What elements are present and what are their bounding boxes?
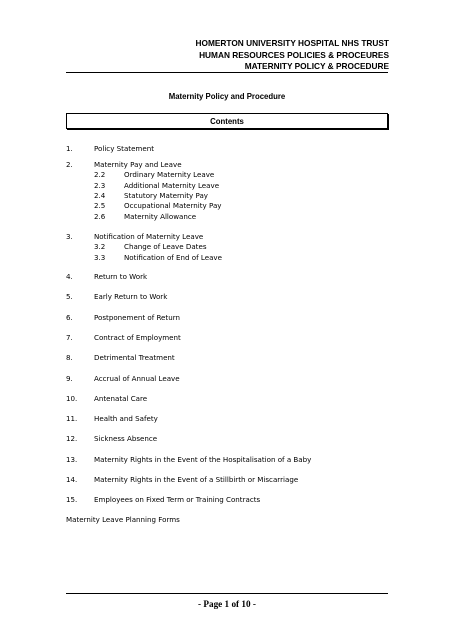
header-line-1: HOMERTON UNIVERSITY HOSPITAL NHS TRUST [195,38,389,48]
document-title: Maternity Policy and Procedure [168,92,286,101]
toc-item-label: Health and Safety [94,414,158,423]
toc-item-label: Notification of Maternity Leave [94,232,204,241]
toc-item-label: Antenatal Care [94,394,148,403]
toc-item-label: Contract of Employment [94,333,181,342]
toc-item-number: 7. [66,333,73,342]
toc-item-number: 1. [66,144,73,153]
toc-item-number: 12. [66,434,78,443]
toc-item-label: Return to Work [94,272,148,281]
toc-item-number: 14. [66,475,78,484]
header-line-2: HUMAN RESOURCES POLICIES & PROCEURES [199,49,389,60]
toc-subitem-label: Notification of End of Leave [124,252,222,262]
toc-item-label: Policy Statement [94,144,154,153]
toc-item-number: 9. [66,374,73,383]
toc-item-label: Sickness Absence [94,434,158,443]
toc-subitem-label: Occupational Maternity Pay [124,201,222,211]
toc-item-number: 3. [66,232,73,241]
toc-subitem-number: 2.5 [94,201,106,211]
toc-subitem-number: 2.4 [94,190,106,200]
toc-item-number: 10. [66,394,78,403]
toc-item-number: 11. [66,414,78,423]
toc-subitem-number: 2.6 [94,211,106,221]
toc-item-number: 5. [66,292,73,301]
toc-item-label: Early Return to Work [94,292,168,301]
toc-item-label: Maternity Rights in the Event of a Stillbirth or Miscarriage [94,475,299,484]
toc-subitem-label: Statutory Maternity Pay [124,190,209,200]
toc-subitem-number: 3.2 [94,242,106,252]
toc-item-number: 2. [66,160,73,169]
toc-subitem-number: 2.3 [94,180,106,190]
toc-item-number: 13. [66,455,78,464]
toc-subitem-label: Maternity Allowance [124,211,197,221]
toc-item-number: 15. [66,495,78,504]
toc-item-label: Detrimental Treatment [94,353,175,362]
toc-item-number: 6. [66,313,73,322]
toc-item-label: Accrual of Annual Leave [94,374,180,383]
planning-forms-note: Maternity Leave Planning Forms [66,515,180,524]
toc-subitem-number: 3.3 [94,252,106,262]
page-number: - Page 1 of 10 - [198,599,256,609]
toc-subitem-label: Ordinary Maternity Leave [124,170,215,180]
toc-subitem-label: Additional Maternity Leave [124,180,220,190]
footer-divider [66,593,388,594]
toc-subitem-number: 2.2 [94,170,106,180]
toc-item-label: Maternity Rights in the Event of the Hospitalisation of a Baby [94,455,312,464]
header-line-3: MATERNITY POLICY & PROCEDURE [244,61,389,71]
contents-heading: Contents [210,117,244,126]
toc-item-label: Employees on Fixed Term or Training Contracts [94,495,261,504]
toc-item-label: Maternity Pay and Leave [94,160,182,169]
toc-subitem-label: Change of Leave Dates [124,242,207,252]
toc-item-label: Postponement of Return [94,313,180,322]
toc-item-number: 8. [66,353,73,362]
toc-item-number: 4. [66,272,73,281]
